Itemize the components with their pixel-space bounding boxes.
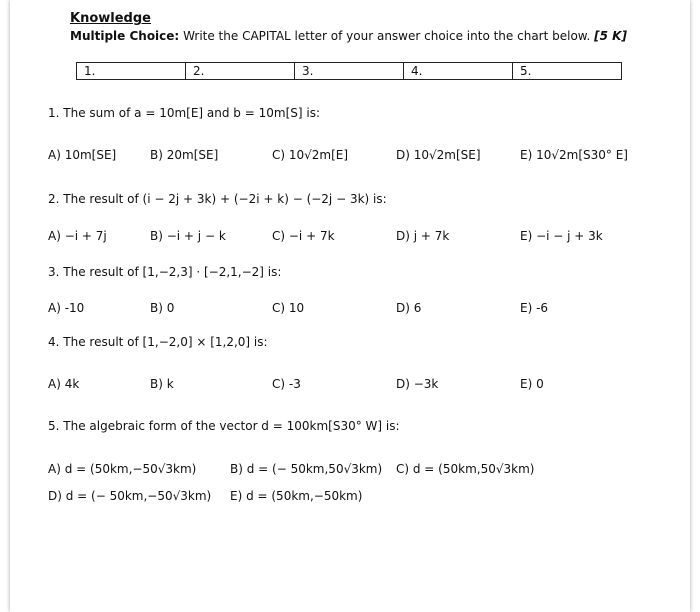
question-prompt: The result of [1,−2,0] × [1,2,0] is: [63,335,268,349]
section-title: Knowledge [70,11,151,26]
question-prompt: The result of [1,−2,3] · [−2,1,−2] is: [63,265,282,279]
option-b: B) 0 [150,301,175,315]
answer-chart [76,62,622,80]
instruction-label: Multiple Choice: [70,29,180,43]
option-c: C) 10 [272,301,305,315]
option-b: B) −i + j − k [150,229,226,243]
question-number: 5. [48,419,60,433]
question-5 [48,419,400,433]
option-e: E) −i − j + 3k [520,229,603,243]
instruction-text: Write the CAPITAL letter of your answer choice into the chart below. [183,29,591,43]
option-c: C) -3 [272,377,301,391]
option-a: A) -10 [48,301,85,315]
worksheet-page [10,0,690,612]
option-a: A) −i + 7j [48,229,107,243]
answer-cell[interactable]: 1. [84,64,96,78]
option-d: D) 10√2m[SE] [396,148,481,162]
question-1 [48,106,320,120]
option-d: D) −3k [396,377,439,391]
option-b: B) k [150,377,174,391]
question-prompt: The result of (i − 2j + 3k) + (−2i + k) − (−2j − 3k) is: [63,192,387,206]
option-a: A) 10m[SE] [48,148,117,162]
answer-cell[interactable]: 3. [294,63,403,79]
option-b: B) 20m[SE] [150,148,219,162]
option-b: B) d = (− 50km,50√3km) [230,462,383,476]
answer-cell[interactable]: 5. [512,63,621,79]
option-d: D) j + 7k [396,229,450,243]
option-e: E) 10√2m[S30° E] [520,148,628,162]
question-3 [48,265,281,279]
instruction-line [70,29,627,43]
option-e: E) -6 [520,301,549,315]
question-prompt: The sum of a = 10m[E] and b = 10m[S] is: [63,106,320,120]
option-d: D) 6 [396,301,422,315]
option-e: E) 0 [520,377,544,391]
answer-cell[interactable]: 4. [403,63,512,79]
question-number: 4. [48,335,60,349]
question-number: 2. [48,192,60,206]
option-c: C) d = (50km,50√3km) [396,462,535,476]
option-a: A) 4k [48,377,80,391]
option-e: E) d = (50km,−50km) [230,489,363,503]
option-d: D) d = (− 50km,−50√3km) [48,489,212,503]
question-2 [48,192,387,206]
answer-cell[interactable]: 2. [185,63,294,79]
question-number: 1. [48,106,60,120]
option-c: C) −i + 7k [272,229,335,243]
option-c: C) 10√2m[E] [272,148,349,162]
marks-label: [5 K] [594,29,627,43]
question-number: 3. [48,265,60,279]
question-prompt: The algebraic form of the vector d = 100km[S30° W] is: [63,419,400,433]
option-a: A) d = (50km,−50√3km) [48,462,197,476]
question-4 [48,335,268,349]
